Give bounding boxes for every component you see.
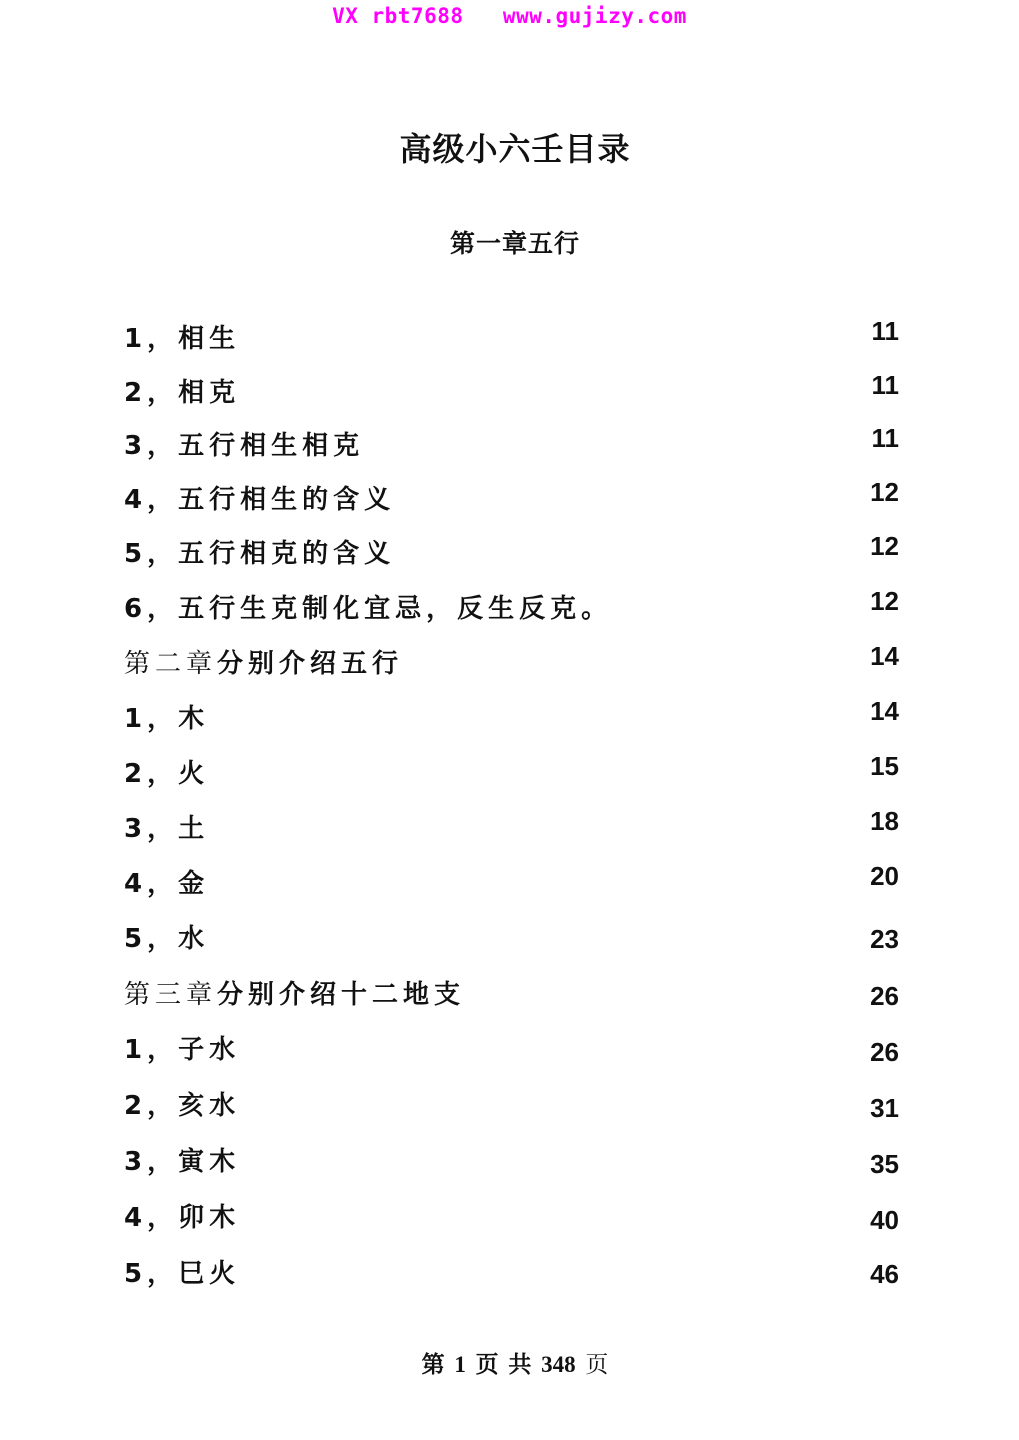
total-pages: 348 — [541, 1352, 576, 1377]
document-title: 高级小六壬目录 — [399, 130, 631, 168]
current-page-number: 1 — [454, 1352, 466, 1377]
watermark-text: VX rbt7688 www.gujizy.com — [332, 4, 687, 28]
toc-entry-label: 4，五行相生的含义 — [124, 485, 396, 515]
toc-entry[interactable] — [0, 863, 1019, 903]
toc-entry-page: 11 — [871, 370, 899, 400]
toc-entry[interactable] — [0, 479, 1019, 519]
toc-entry-label: 1，相生 — [124, 324, 241, 354]
toc-entry-label: 5，水 — [124, 924, 210, 954]
toc-entry[interactable] — [0, 808, 1019, 848]
toc-entry-page: 35 — [870, 1149, 899, 1179]
toc-entry-label: 4，卯木 — [124, 1203, 241, 1233]
page-footer — [0, 1346, 1019, 1379]
toc-entry-page: 11 — [871, 423, 899, 453]
toc-entry-label: 2，亥水 — [124, 1091, 241, 1121]
toc-chapter-entry[interactable] — [0, 643, 1019, 683]
toc-entry[interactable] — [0, 1141, 1019, 1181]
toc-entry-page: 12 — [870, 477, 899, 507]
footer-prefix: 第 — [421, 1352, 445, 1377]
toc-entry-label: 1，木 — [124, 704, 210, 734]
toc-entry-page: 23 — [870, 924, 899, 954]
toc-entry-label — [124, 643, 403, 680]
toc-entry[interactable] — [0, 753, 1019, 793]
toc-entry[interactable] — [0, 318, 1019, 358]
toc-entry-page: 12 — [870, 586, 899, 616]
chapter-heading: 第一章五行 — [449, 229, 580, 258]
chapter-name: 分别介绍五行 — [217, 649, 404, 679]
toc-entry-label: 5，五行相克的含义 — [124, 539, 396, 569]
toc-entry-label: 5，巳火 — [124, 1259, 241, 1289]
chapter-number: 第二章 — [124, 649, 218, 679]
toc-entry-label: 2，火 — [124, 759, 210, 789]
toc-entry-page: 12 — [870, 531, 899, 561]
toc-entry[interactable] — [0, 372, 1019, 412]
toc-entry-label: 2，相克 — [124, 378, 241, 408]
toc-entry[interactable] — [0, 1253, 1019, 1293]
toc-entry-page: 11 — [871, 316, 899, 346]
toc-entry-page: 14 — [870, 696, 899, 726]
toc-entry[interactable] — [0, 1197, 1019, 1237]
toc-chapter-entry[interactable] — [0, 974, 1019, 1014]
toc-entry-label: 6，五行生克制化宜忌，反生反克。 — [124, 594, 613, 624]
toc-entry-page: 20 — [870, 861, 899, 891]
toc-entry-page: 46 — [870, 1259, 899, 1289]
toc-entry-label: 4，金 — [124, 869, 210, 899]
toc-entry[interactable] — [0, 425, 1019, 465]
toc-entry-page: 18 — [870, 806, 899, 836]
chapter-number: 第三章 — [124, 980, 218, 1010]
toc-entry-label: 3，寅木 — [124, 1147, 241, 1177]
toc-entry-label: 3，五行相生相克 — [124, 431, 365, 461]
footer-middle: 页 共 — [475, 1352, 532, 1377]
toc-entry[interactable] — [0, 1085, 1019, 1125]
toc-entry[interactable] — [0, 1029, 1019, 1069]
toc-entry[interactable] — [0, 918, 1019, 958]
chapter-name: 分别介绍十二地支 — [217, 980, 466, 1010]
toc-entry-page: 26 — [870, 981, 899, 1011]
toc-entry-page: 40 — [870, 1205, 899, 1235]
toc-entry-page: 15 — [870, 751, 899, 781]
toc-entry-label: 1，子水 — [124, 1035, 241, 1065]
toc-entry-page: 14 — [870, 641, 899, 671]
toc-entry[interactable] — [0, 588, 1019, 628]
toc-entry-label: 3，土 — [124, 814, 210, 844]
toc-entry-page: 31 — [870, 1093, 899, 1123]
toc-entry-page: 26 — [870, 1037, 899, 1067]
footer-suffix: 页 — [585, 1352, 609, 1377]
toc-entry[interactable] — [0, 533, 1019, 573]
toc-entry[interactable] — [0, 698, 1019, 738]
toc-entry-label — [124, 974, 465, 1011]
